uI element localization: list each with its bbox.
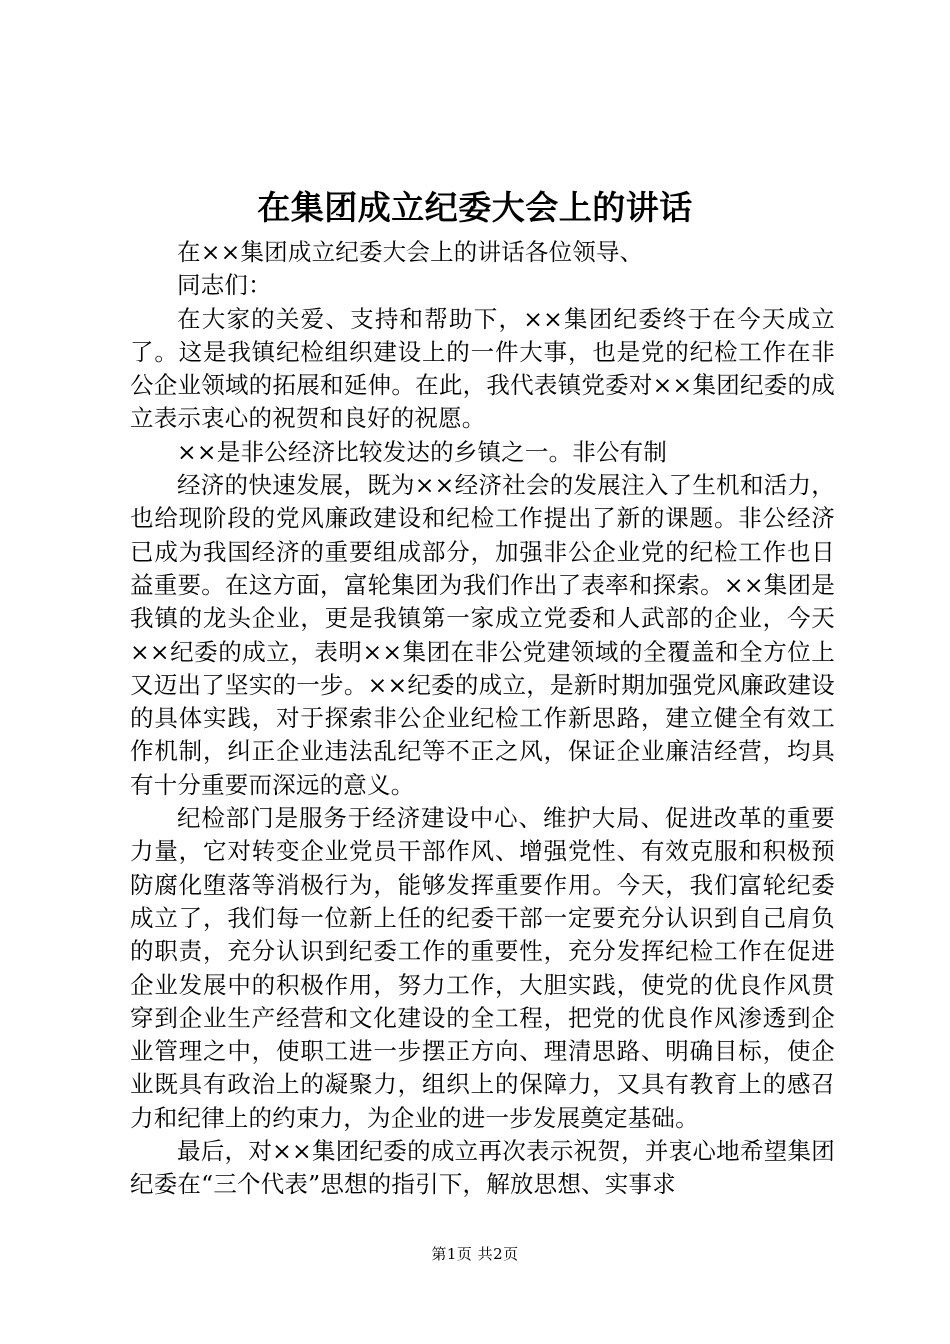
paragraph-salutation: 同志们： bbox=[177, 271, 272, 300]
document-body bbox=[130, 236, 835, 1202]
paragraph-opening: 在大家的关爱、支持和帮助下，××集团纪委终于在今天成立了。这是我镇纪检组织建设上的一件大事，也是党的纪检工作在非公企业领域的拓展和延伸。在此，我代表镇党委对××集团纪委的成立表示衷心的祝贺和良好的祝愿。 bbox=[130, 304, 835, 433]
paragraph-closing: 最后，对××集团纪委的成立再次表示祝贺，并衷心地希望集团纪委在“三个代表”思想的指引下，解放思想、实事求 bbox=[130, 1137, 835, 1199]
paragraph-heading-line: 在××集团成立纪委大会上的讲话各位领导、 bbox=[177, 238, 644, 266]
paragraph-discipline-role: 纪检部门是服务于经济建设中心、维护大局、促进改革的重要力量，它对转变企业党员干部作风、增强党性、有效克服和积极预防腐化堕落等消极行为，能够发挥重要作用。今天，我们富轮纪委成立了，我们每一位新上任的纪委干部一定要充分认识到自己肩负的职责，充分认识到纪委工作的重要性，充分发挥纪检工作在促进企业发展中的积极作用，努力工作，大胆实践，使党的优良作风贯穿到企业生产经营和文化建设的全工程，把党的优良作风渗透到企业管理之中，使职工进一步摆正方向、理清思路、明确目标，使企业既具有政治上的凝聚力，组织上的保障力，又具有教育上的感召力和纪律上的约束力，为企业的进一步发展奠定基础。 bbox=[130, 804, 835, 1132]
page-indicator: 第1页 共2页 bbox=[431, 1245, 519, 1263]
document-title: 在集团成立纪委大会上的讲话 bbox=[257, 188, 693, 227]
paragraph-economy-intro: ××是非公经济比较发达的乡镇之一。非公有制 bbox=[177, 437, 668, 466]
paragraph-economy-development: 经济的快速发展，既为××经济社会的发展注入了生机和活力，也给现阶段的党风廉政建设和纪检工作提出了新的课题。非公经济已成为我国经济的重要组成部分，加强非公企业党的纪检工作也日益重要。在这方面，富轮集团为我们作出了表率和探索。××集团是我镇的龙头企业，更是我镇第一家成立党委和人武部的企业，今天××纪委的成立，表明××集团在非公党建领域的全覆盖和全方位上又迈出了坚实的一步。××纪委的成立，是新时期加强党风廉政建设的具体实践，对于探索非公企业纪检工作新思路，建立健全有效工作机制，纠正企业违法乱纪等不正之风，保证企业廉洁经营，均具有十分重要而深远的意义。 bbox=[130, 471, 835, 799]
